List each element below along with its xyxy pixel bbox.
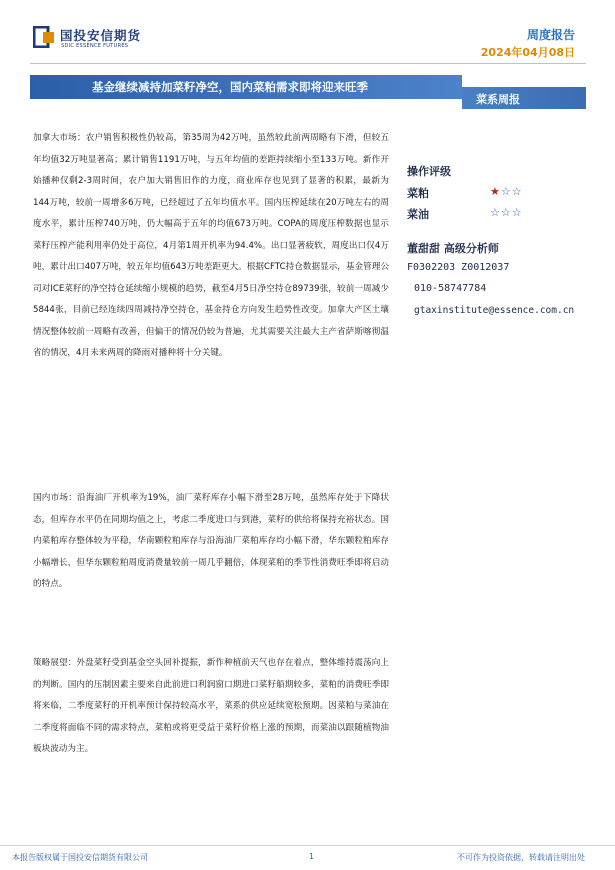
rating-stars-meal xyxy=(490,185,523,198)
report-type: 周度报告 xyxy=(526,28,575,42)
star-empty-icon: ☆ xyxy=(490,206,501,219)
analyst-name: 董甜甜 高级分析师 xyxy=(407,242,499,255)
analyst-phone: 010-58747784 xyxy=(414,283,487,294)
star-empty-icon: ☆ xyxy=(511,185,523,198)
rating-heading: 操作评级 xyxy=(407,165,451,178)
category-tab-label: 菜系周报 xyxy=(476,93,520,106)
page-number: 1 xyxy=(309,852,315,861)
paragraph-canada-market: 加拿大市场：农户销售积极性仍较高，第35周为42万吨，虽然较此前两周略有下滑，但较五年均值32万吨显著高；累计销售1191万吨，与五年均值的差距持续缩小至133万吨。新作开始播种仅剩2-3周时间，农户加大销售旧作的力度，商业库存也见到了显著的积累，最新为144万吨，较前一周增多6万吨，已经超过了五年均值水平。国内压榨延续在20万吨左右的周度水平，累计压榨740万吨，仍大幅高于五年的均值673万吨。COPA的周度压榨数据也显示菜籽压榨产能利用率仍处于高位，4月第1周开机率为94.4%。出口显著疲软，周度出口仅4万吨，累计出口407万吨，较五年均值643万吨差距更大。根据CFTC持仓数据显示，基金管理公司对ICE菜籽的净空持仓延续缩小规模的趋势，截至4月5日净空持仓89739张，较前一周减少5844张，目前已经连续四周减持净空持仓，基金持仓方向发生趋势性改变。加拿大产区土壤情况整体较前一周略有改善，但偏干的情况仍较为普遍，尤其需要关注最大主产省萨斯喀彻温省的情况，4月未来两周的降雨对播种将十分关键。 xyxy=(33,133,389,358)
sdic-logo-icon xyxy=(33,26,55,48)
header-divider xyxy=(30,63,586,64)
footer-disclaimer: 不可作为投资依据，转载请注明出处 xyxy=(457,853,585,862)
footer-divider xyxy=(0,845,615,846)
report-date: 2024年04月08日 xyxy=(480,46,575,59)
rating-label-oil: 菜油 xyxy=(407,208,429,221)
analyst-email[interactable]: gtaxinstitute@essence.com.cn xyxy=(414,305,575,316)
star-empty-icon: ☆ xyxy=(500,206,512,219)
footer-copyright: 本报告版权属于国投安信期货有限公司 xyxy=(12,853,148,862)
report-title: 基金继续减持加菜籽净空，国内菜粕需求即将迎来旺季 xyxy=(92,80,368,94)
paragraph-domestic-market: 国内市场：沿海油厂开机率为19%，油厂菜籽库存小幅下滑至28万吨，虽然库存处于下降状态，但库存水平仍在同期均值之上，考虑二季度进口与到港，菜籽的供给将保持充裕状态。国内菜粕库存整体较为平稳，华南颗粒粕库存与沿海油厂菜粕库存均小幅下滑，华东颗粒粕库存小幅增长，但华东颗粒粕周度消费量较前一周几乎翻倍，体现菜粕的季节性消费旺季即将启动的特点。 xyxy=(33,493,389,589)
paragraph-strategy-outlook: 策略展望：外盘菜籽受到基金空头回补提振，新作种植前天气也存在着点，整体维持震荡向上的判断。国内的压制因素主要来自此前进口利润窗口期进口菜籽船期较多，菜粕的消费旺季即将来临，二季度菜籽的开机率预计保持较高水平，菜系的供应延续宽松预期。因菜粕与菜油在二季度将面临不同的需求特点，菜粕或将更受益于菜籽价格上涨的预期，而菜油以跟随植物油板块波动为主。 xyxy=(33,658,389,754)
star-empty-icon: ☆ xyxy=(500,185,512,198)
company-logo-english: SDIC ESSENCE FUTURES xyxy=(61,43,129,49)
star-empty-icon: ☆ xyxy=(511,206,523,219)
rating-label-meal: 菜粕 xyxy=(407,187,429,200)
company-logo-name: 国投安信期货 xyxy=(60,28,142,43)
analyst-license: F0302203 Z0012037 xyxy=(407,262,510,273)
star-filled-icon: ★ xyxy=(490,185,501,198)
rating-stars-oil xyxy=(490,206,523,219)
